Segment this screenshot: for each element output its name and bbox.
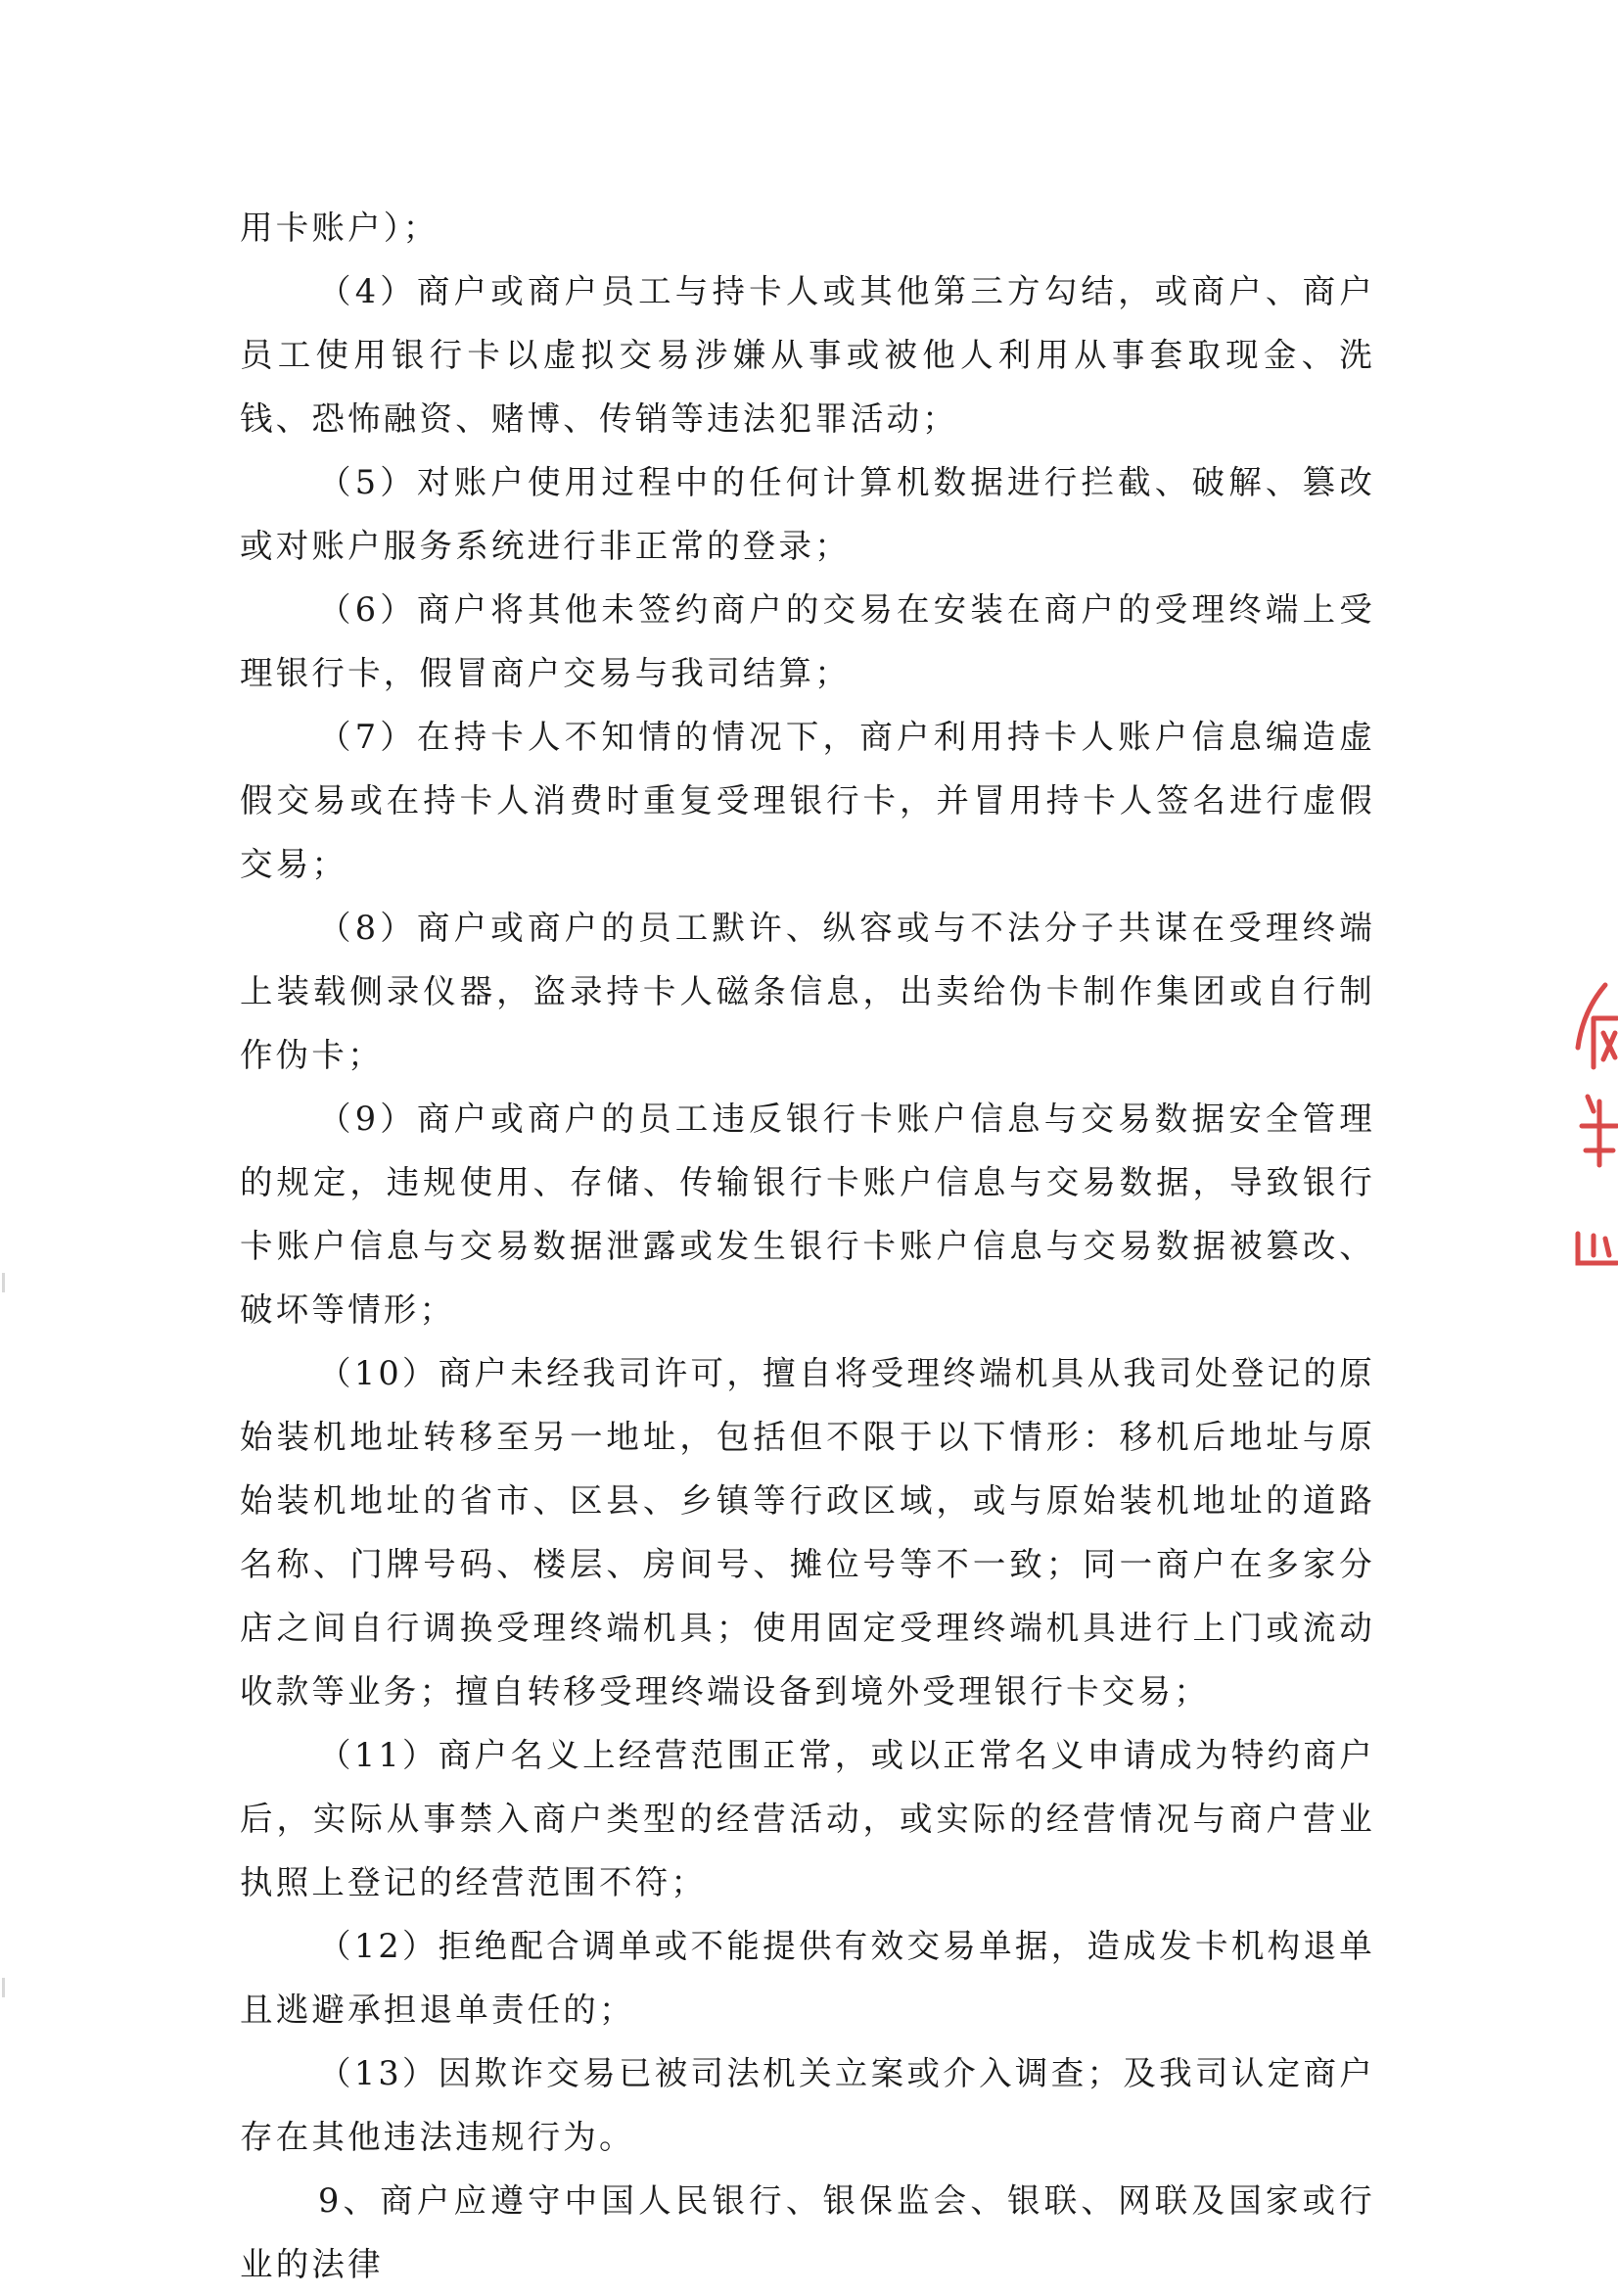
scan-edge-mark (2, 1978, 5, 1997)
clause-4: （4）商户或商户员工与持卡人或其他第三方勾结，或商户、商户员工使用银行卡以虚拟交易涉嫌从事或被他人利用从事套取现金、洗钱、恐怖融资、赌博、传销等违法犯罪活动； (240, 272, 1375, 438)
clause-11: （11）商户名义上经营范围正常，或以正常名义申请成为特约商户后，实际从事禁入商户类型的经营活动，或实际的经营情况与商户营业执照上登记的经营范围不符； (240, 1736, 1375, 1901)
clause-12: （12）拒绝配合调单或不能提供有效交易单据，造成发卡机构退单且逃避承担退单责任的； (240, 1927, 1375, 2029)
seal-glyph-middle (1582, 1097, 1617, 1165)
clause-10: （10）商户未经我司许可，擅自将受理终端机具从我司处登记的原始装机地址转移至另一地址，包括但不限于以下情形：移机后地址与原始装机地址的省市、区县、乡镇等行政区域，或与原始装机地址的道路名称、门牌号码、楼层、房间号、摊位号等不一致；同一商户在多家分店之间自行调换受理终端机具；使用固定受理终端机具进行上门或流动收款等业务；擅自转移受理终端设备到境外受理银行卡交易； (240, 1354, 1375, 1710)
paragraph-continuation: 用卡账户）； (240, 209, 439, 247)
scan-edge-mark (2, 1273, 5, 1292)
clause-6: （6）商户将其他未签约商户的交易在安装在商户的受理终端上受理银行卡，假冒商户交易与我司结算； (240, 590, 1375, 692)
clause-9: （9）商户或商户的员工违反银行卡账户信息与交易数据安全管理的规定，违规使用、存储、传输银行卡账户信息与交易数据，导致银行卡账户信息与交易数据泄露或发生银行卡账户信息与交易数据被篡改、破坏等情形； (240, 1100, 1375, 1329)
document-body (240, 196, 1375, 2296)
clause-5: （5）对账户使用过程中的任何计算机数据进行拦截、破解、篡改或对账户服务系统进行非正常的登录； (240, 463, 1375, 565)
seal-glyph-top (1594, 1018, 1617, 1067)
clause-13: （13）因欺诈交易已被司法机关立案或介入调查；及我司认定商户存在其他违法违规行为。 (240, 2054, 1375, 2156)
clause-8: （8）商户或商户的员工默许、纵容或与不法分子共谋在受理终端上装载侧录仪器，盗录持卡人磁条信息，出卖给伪卡制作集团或自行制作伪卡； (240, 909, 1375, 1074)
seal-glyph-bottom (1578, 1234, 1617, 1263)
section-9-start: 9、商户应遵守中国人民银行、银保监会、银联、网联及国家或行业的法律 (240, 2181, 1375, 2283)
red-seal-stamp (1564, 979, 1618, 1302)
clause-7: （7）在持卡人不知情的情况下，商户利用持卡人账户信息编造虚假交易或在持卡人消费时重复受理银行卡，并冒用持卡人签名进行虚假交易； (240, 718, 1375, 883)
